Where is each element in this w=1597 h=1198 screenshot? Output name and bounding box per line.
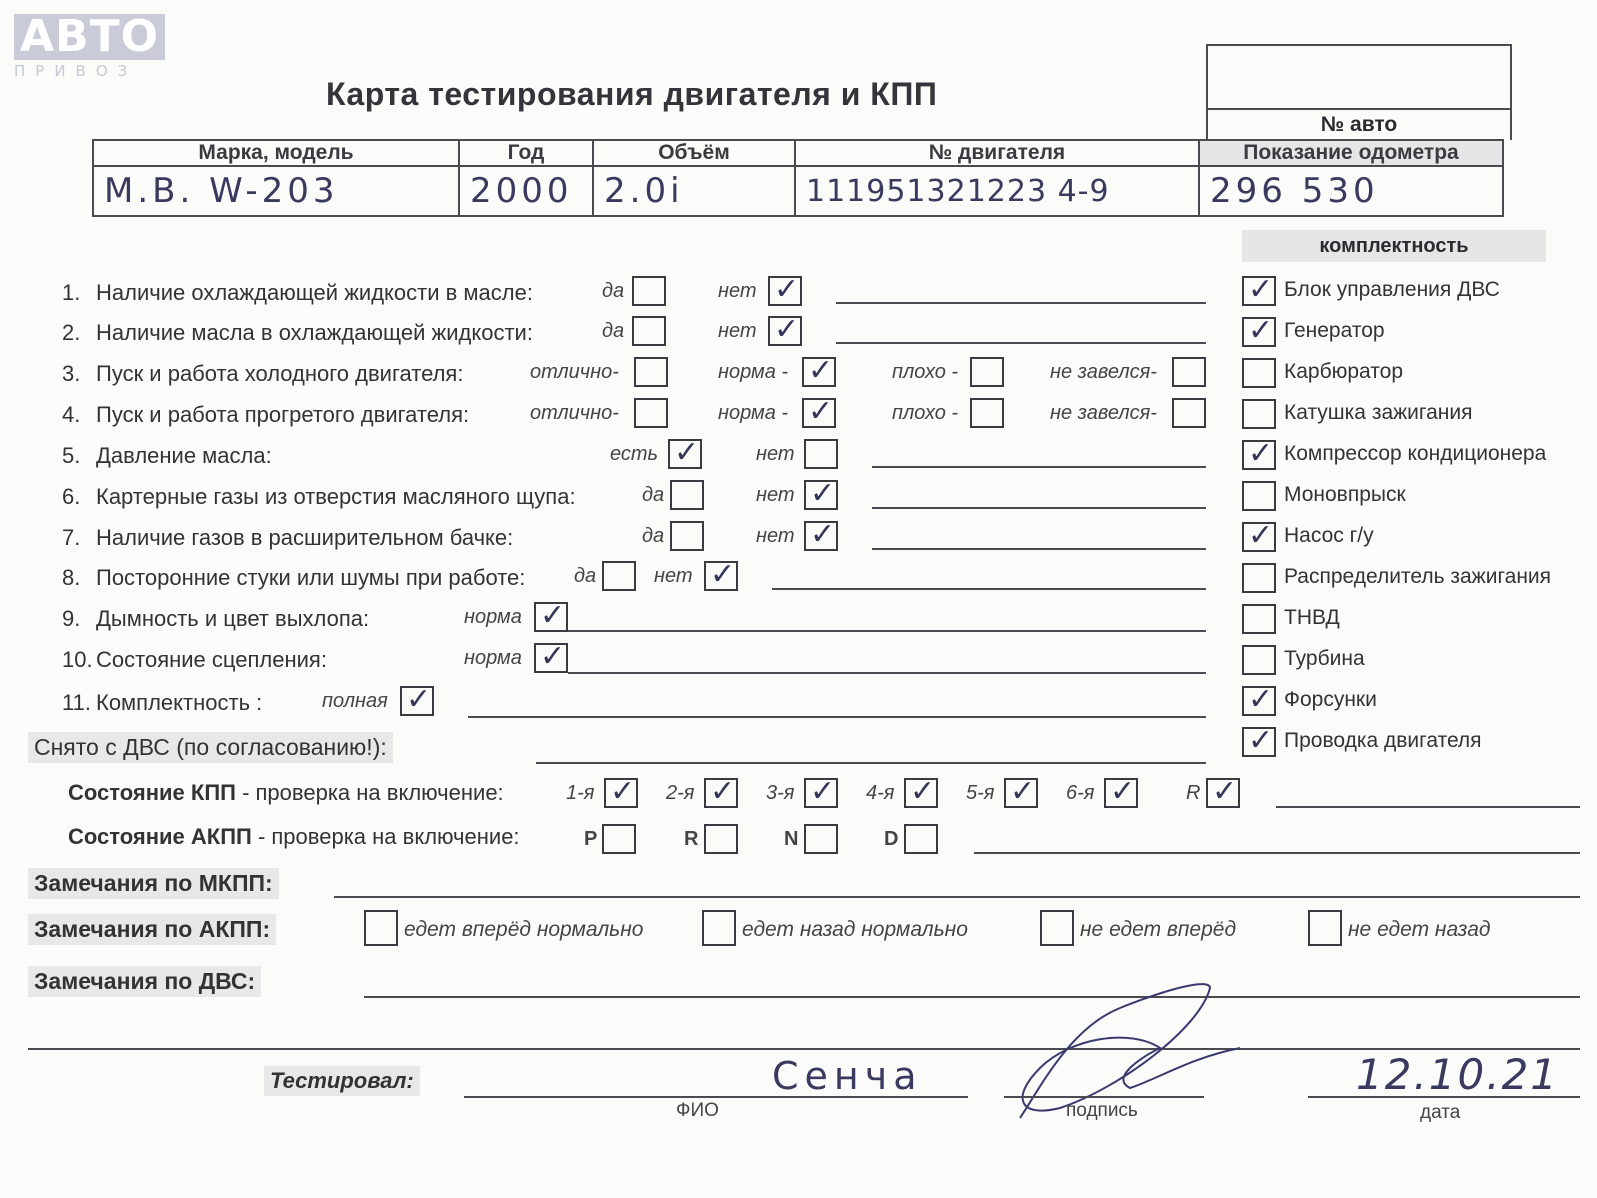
vehicle-header-table	[92, 139, 1504, 217]
q4-bad-label: плохо -	[892, 402, 959, 424]
akpp-p-label: P	[584, 828, 598, 850]
kit-item-engine-wiring: Проводка двигателя	[1284, 729, 1482, 752]
gear-4-checkbox[interactable]	[904, 778, 938, 808]
gear-2-checkbox[interactable]	[704, 778, 738, 808]
q2-no-label: нет	[718, 320, 757, 342]
akpp-notes-line[interactable]	[974, 852, 1580, 854]
value-odometer[interactable]: 296 530	[1199, 166, 1503, 216]
akpp-no-forward-checkbox[interactable]	[1040, 910, 1074, 946]
kit-checkbox-generator[interactable]	[1242, 317, 1276, 347]
gear-3-label: 3-я	[766, 782, 795, 804]
q1-num: 1.	[62, 280, 81, 305]
col-year: Год	[459, 140, 593, 166]
akpp-d-checkbox[interactable]	[904, 824, 938, 854]
akpp-d-label: D	[884, 828, 899, 850]
kit-checkbox-ignition-coil[interactable]	[1242, 399, 1276, 429]
q2-no-checkbox[interactable]	[768, 316, 802, 346]
kit-checkbox-ecu[interactable]	[1242, 276, 1276, 306]
logo	[14, 11, 165, 80]
kit-checkbox-carburetor[interactable]	[1242, 358, 1276, 388]
akpp-label-rest: - проверка на включение:	[251, 824, 520, 849]
q5-notes-line[interactable]	[872, 466, 1206, 468]
akpp-n-checkbox[interactable]	[804, 824, 838, 854]
q8-no-label: нет	[654, 565, 693, 587]
gear-3-checkbox[interactable]	[804, 778, 838, 808]
q8-no-checkbox[interactable]	[704, 561, 738, 591]
q4-num: 4.	[62, 402, 81, 427]
remarks-akpp-label: Замечания по АКПП:	[28, 914, 276, 945]
gear-1-label: 1-я	[566, 782, 595, 804]
question-10	[62, 647, 327, 673]
q4-no-start-checkbox[interactable]	[1172, 398, 1206, 428]
question-8	[62, 565, 525, 591]
q6-text: Картерные газы из отверстия масляного щупа:	[96, 484, 576, 509]
akpp-forward-ok-checkbox[interactable]	[364, 910, 398, 946]
fio-caption: ФИО	[676, 1100, 719, 1121]
remarks-mkpp-line[interactable]	[334, 896, 1580, 898]
q11-full-label: полная	[322, 690, 388, 712]
q10-text: Состояние сцепления:	[96, 647, 327, 672]
q10-num: 10.	[62, 647, 93, 672]
auto-number-box	[1206, 44, 1512, 110]
q1-yes-checkbox[interactable]	[632, 276, 666, 306]
q8-yes-checkbox[interactable]	[602, 561, 636, 591]
auto-number-label: № авто	[1206, 108, 1512, 140]
q4-text: Пуск и работа прогретого двигателя:	[96, 402, 470, 427]
q11-notes-line[interactable]	[468, 716, 1206, 718]
value-year[interactable]: 2000	[459, 166, 593, 216]
kpp-label	[68, 780, 504, 806]
q8-text: Посторонние стуки или шумы при работе:	[96, 565, 526, 590]
q6-no-checkbox[interactable]	[804, 480, 838, 510]
gear-6-checkbox[interactable]	[1104, 778, 1138, 808]
logo-main: АВТО	[14, 14, 165, 60]
kit-checkbox-mono-injection[interactable]	[1242, 481, 1276, 511]
q6-num: 6.	[62, 484, 81, 509]
q9-num: 9.	[62, 606, 81, 631]
q4-bad-checkbox[interactable]	[970, 398, 1004, 428]
q6-yes-checkbox[interactable]	[670, 480, 704, 510]
akpp-no-backward-checkbox[interactable]	[1308, 910, 1342, 946]
q4-normal-checkbox[interactable]	[802, 398, 836, 428]
col-odometer: Показание одометра	[1199, 140, 1503, 166]
q9-normal-checkbox[interactable]	[534, 602, 568, 632]
logo-sub: ПРИВОЗ	[14, 62, 138, 80]
q3-excellent-label: отлично-	[530, 361, 619, 383]
akpp-n-label: N	[784, 828, 799, 850]
kit-item-ignition-coil: Катушка зажигания	[1284, 401, 1473, 424]
gear-r-checkbox[interactable]	[1206, 778, 1240, 808]
q7-yes-checkbox[interactable]	[670, 521, 704, 551]
question-2	[62, 320, 533, 346]
q10-normal-checkbox[interactable]	[534, 643, 568, 673]
col-engine-number: № двигателя	[795, 140, 1199, 166]
q1-no-label: нет	[718, 280, 757, 302]
q7-no-label: нет	[756, 525, 795, 547]
q3-no-start-label: не завелся-	[1050, 361, 1157, 383]
q7-yes-label: да	[642, 525, 665, 547]
kit-checkbox-distributor[interactable]	[1242, 563, 1276, 593]
gear-4-label: 4-я	[866, 782, 895, 804]
value-engine-number[interactable]: 111951321223 4-9	[795, 166, 1199, 216]
q7-num: 7.	[62, 525, 81, 550]
question-5	[62, 443, 272, 469]
kit-item-ecu: Блок управления ДВС	[1284, 278, 1500, 301]
akpp-label-bold: Состояние АКПП	[68, 824, 252, 849]
question-9	[62, 606, 369, 632]
q11-full-checkbox[interactable]	[400, 686, 434, 716]
remarks-dvs-label: Замечания по ДВС:	[28, 966, 261, 997]
q1-no-checkbox[interactable]	[768, 276, 802, 306]
q7-no-checkbox[interactable]	[804, 521, 838, 551]
remarks-dvs-line-2[interactable]	[28, 1048, 1580, 1050]
kit-item-injectors: Форсунки	[1284, 688, 1377, 711]
value-volume[interactable]: 2.0i	[593, 166, 795, 216]
akpp-backward-ok-checkbox[interactable]	[702, 910, 736, 946]
q2-num: 2.	[62, 320, 81, 345]
q2-notes-line[interactable]	[836, 342, 1206, 344]
removed-line[interactable]	[536, 762, 1206, 764]
question-3	[62, 361, 463, 387]
q4-excellent-label: отлично-	[530, 402, 619, 424]
q11-num: 11.	[62, 690, 91, 715]
page-title: Карта тестирования двигателя и КПП	[326, 76, 938, 112]
gear-2-label: 2-я	[666, 782, 695, 804]
sign-line	[1004, 1096, 1204, 1098]
q6-notes-line[interactable]	[872, 507, 1206, 509]
gear-r-label: R	[1186, 782, 1201, 804]
q1-notes-line[interactable]	[836, 302, 1206, 304]
question-1	[62, 280, 533, 306]
kit-checkbox-power-steering-pump[interactable]	[1242, 522, 1276, 552]
q5-num: 5.	[62, 443, 81, 468]
kit-checkbox-injectors[interactable]	[1242, 686, 1276, 716]
q9-notes-line[interactable]	[568, 630, 1206, 632]
q3-normal-label: норма -	[718, 361, 789, 383]
question-7	[62, 525, 513, 551]
q4-no-start-label: не завелся-	[1050, 402, 1157, 424]
sign-caption: подпись	[1066, 1100, 1138, 1121]
fio-line	[464, 1096, 968, 1098]
q1-text: Наличие охлаждающей жидкости в масле:	[96, 280, 533, 305]
q5-yes-checkbox[interactable]	[668, 439, 702, 469]
q8-yes-label: да	[574, 565, 597, 587]
kit-item-mono-injection: Моновпрыск	[1284, 483, 1406, 506]
akpp-label	[68, 824, 520, 850]
q3-bad-label: плохо -	[892, 361, 959, 383]
q9-text: Дымность и цвет выхлопа:	[96, 606, 370, 631]
kit-item-power-steering-pump: Насос г/у	[1284, 524, 1374, 547]
kit-checkbox-ac-compressor[interactable]	[1242, 440, 1276, 470]
question-4	[62, 402, 469, 428]
akpp-r-label: R	[684, 828, 699, 850]
kit-checkbox-engine-wiring[interactable]	[1242, 727, 1276, 757]
q5-no-label: нет	[756, 443, 795, 465]
kpp-label-bold: Состояние КПП	[68, 780, 236, 805]
q2-yes-checkbox[interactable]	[632, 316, 666, 346]
kit-item-injection-pump: ТНВД	[1284, 606, 1340, 629]
date-caption: дата	[1420, 1102, 1461, 1123]
q2-yes-label: да	[602, 320, 625, 342]
q7-notes-line[interactable]	[872, 548, 1206, 550]
q4-excellent-checkbox[interactable]	[634, 398, 668, 428]
q1-yes-label: да	[602, 280, 625, 302]
gear-5-checkbox[interactable]	[1004, 778, 1038, 808]
q10-normal-label: норма	[464, 647, 522, 669]
kit-item-ac-compressor: Компрессор кондиционера	[1284, 442, 1547, 465]
akpp-no-backward-label: не едет назад	[1348, 918, 1491, 941]
q9-normal-label: норма	[464, 606, 522, 628]
remarks-mkpp-label: Замечания по МКПП:	[28, 868, 279, 899]
q3-normal-checkbox[interactable]	[802, 357, 836, 387]
gear-6-label: 6-я	[1066, 782, 1095, 804]
akpp-no-forward-label: не едет вперёд	[1080, 918, 1237, 941]
removed-label: Снято с ДВС (по согласованию!):	[28, 732, 393, 763]
akpp-forward-ok-label: едет вперёд нормально	[404, 918, 644, 941]
q5-yes-label: есть	[610, 443, 659, 465]
q3-bad-checkbox[interactable]	[970, 357, 1004, 387]
gear-1-checkbox[interactable]	[604, 778, 638, 808]
q6-no-label: нет	[756, 484, 795, 506]
q5-text: Давление масла:	[96, 443, 272, 468]
tested-label: Тестировал:	[264, 1066, 420, 1096]
q4-normal-label: норма -	[718, 402, 789, 424]
akpp-p-checkbox[interactable]	[602, 824, 636, 854]
fio-value[interactable]: Сенча	[772, 1054, 923, 1098]
gear-5-label: 5-я	[966, 782, 995, 804]
kit-item-carburetor: Карбюратор	[1284, 360, 1404, 383]
kit-checkbox-injection-pump[interactable]	[1242, 604, 1276, 634]
q3-excellent-checkbox[interactable]	[634, 357, 668, 387]
q8-notes-line[interactable]	[772, 588, 1206, 590]
col-make-model: Марка, модель	[93, 140, 459, 166]
q2-text: Наличие масла в охлаждающей жидкости:	[96, 320, 533, 345]
q3-no-start-checkbox[interactable]	[1172, 357, 1206, 387]
q8-num: 8.	[62, 565, 81, 590]
date-value[interactable]: 12.10.21	[1356, 1050, 1560, 1099]
kpp-label-rest: - проверка на включение:	[235, 780, 504, 805]
q3-num: 3.	[62, 361, 81, 386]
kit-title: комплектность	[1242, 230, 1546, 262]
q11-text: Комплектность :	[96, 690, 263, 715]
q7-text: Наличие газов в расширительном бачке:	[96, 525, 514, 550]
kit-checkbox-turbo[interactable]	[1242, 645, 1276, 675]
kit-item-distributor: Распределитель зажигания	[1284, 565, 1552, 588]
akpp-backward-ok-label: едет назад нормально	[742, 918, 968, 941]
date-line	[1308, 1096, 1580, 1098]
value-make-model[interactable]: M.B. W-203	[93, 166, 459, 216]
q3-text: Пуск и работа холодного двигателя:	[96, 361, 464, 386]
q5-no-checkbox[interactable]	[804, 439, 838, 469]
kit-item-generator: Генератор	[1284, 319, 1385, 342]
q10-notes-line[interactable]	[568, 672, 1206, 674]
kit-item-turbo: Турбина	[1284, 647, 1365, 670]
question-6	[62, 484, 576, 510]
kpp-notes-line[interactable]	[1276, 806, 1580, 808]
col-volume: Объём	[593, 140, 795, 166]
question-11	[62, 690, 262, 716]
akpp-r-checkbox[interactable]	[704, 824, 738, 854]
remarks-dvs-line[interactable]	[364, 996, 1580, 998]
q6-yes-label: да	[642, 484, 665, 506]
